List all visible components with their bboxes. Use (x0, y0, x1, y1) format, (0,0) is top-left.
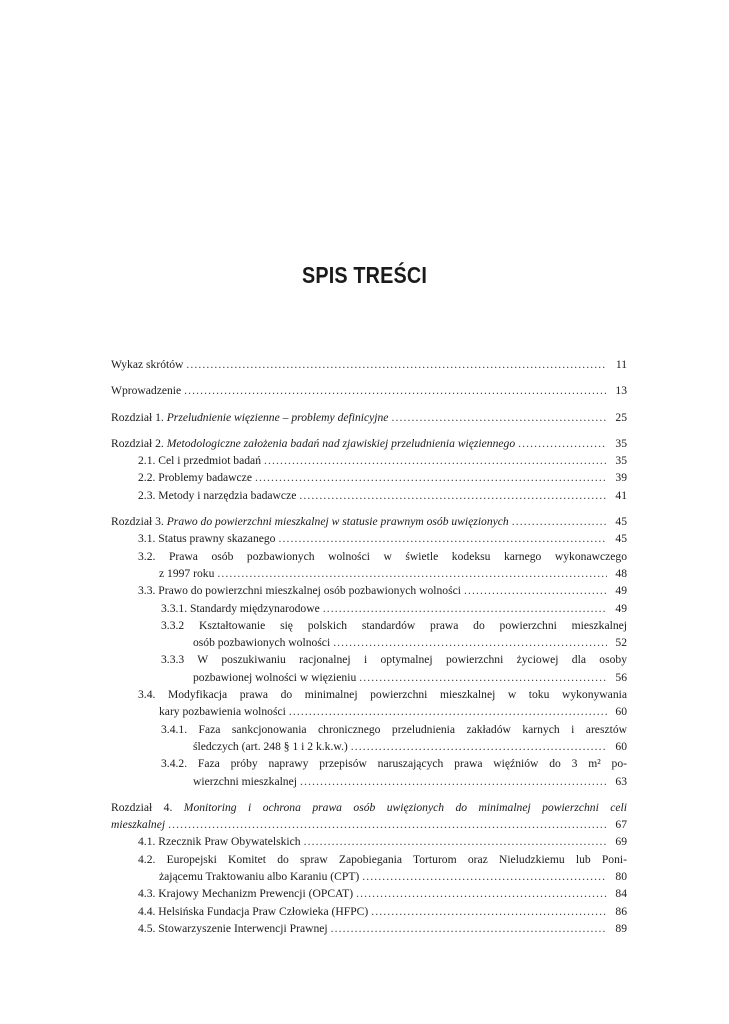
toc-page-number: 67 (615, 818, 627, 832)
toc-entry-3-4-2[interactable] (111, 773, 627, 790)
toc-entry-2-1[interactable] (111, 452, 627, 469)
chapter-prefix: Rozdział 4. (111, 800, 173, 814)
leader-dots (391, 409, 607, 426)
toc-page-number: 35 (615, 454, 627, 468)
toc-entry-3-2[interactable] (111, 565, 627, 582)
leader-dots (304, 833, 607, 850)
chapter-title-cont: mieszkalnej (111, 818, 166, 832)
toc-page-number: 49 (615, 601, 627, 615)
toc-entry-label: 3.1. Status prawny skazanego (138, 532, 276, 546)
chapter-title: Metodologiczne założenia badań nad zjawiskiej przeludnienia więziennego (166, 436, 516, 450)
toc-entry-chapter-4-line1[interactable] (111, 799, 627, 816)
toc-page-number: 49 (615, 584, 627, 598)
leader-dots (300, 773, 607, 790)
leader-dots (184, 382, 607, 399)
toc-group-chapter-3 (111, 513, 627, 790)
toc-entry-label: żającemu Traktowaniu albo Karaniu (CPT) (159, 870, 360, 884)
toc-entry-4-2[interactable] (111, 868, 627, 885)
toc-entry-3-2-line1[interactable]: 3.2. Prawa osób pozbawionych wolności w świetle kodeksu karnego wykonawczego (138, 549, 627, 563)
leader-dots (264, 452, 607, 469)
toc-entry-4-3[interactable] (111, 885, 627, 902)
toc-entry-3-4-2-line1[interactable]: 3.4.2. Faza próby naprawy przepisów naruszających prawa więźniów do 3 m² po- (161, 757, 627, 771)
chapter-title: Monitoring i ochrona prawa osób uwięzionych do minimalnej powierzchni celi (183, 800, 627, 814)
toc-page-number: 63 (615, 774, 627, 788)
leader-dots (333, 634, 607, 651)
toc-entry-3-3-3-line1[interactable]: 3.3.3 W poszukiwaniu racjonalnej i optymalnej powierzchni życiowej dla osoby (161, 653, 627, 667)
toc-entry-label: pozbawionej wolności w więzieniu (193, 670, 357, 684)
toc-page-number: 60 (615, 739, 627, 753)
table-of-contents (111, 356, 627, 937)
toc-entry-label: 3.3.1. Standardy międzynarodowe (161, 601, 320, 615)
page-title: SPIS TREŚCI (302, 262, 427, 288)
toc-entry-label: 4.3. Krajowy Mechanizm Prewencji (OPCAT) (138, 887, 354, 901)
toc-entry-chapter-2[interactable] (111, 435, 627, 452)
chapter-title: Przeludnienie więzienne – problemy definicyjne (166, 410, 389, 424)
toc-entry-3-3[interactable] (111, 582, 627, 599)
leader-dots (278, 530, 607, 547)
toc-page-number: 89 (615, 921, 627, 935)
chapter-prefix: Rozdział 1. (111, 410, 164, 424)
toc-entry-label: 2.2. Problemy badawcze (138, 471, 252, 485)
toc-entry-3-4-1-line1[interactable]: 3.4.1. Faza sankcjonowania chronicznego przeludnienia zakładów karnych i aresztów (161, 722, 627, 736)
toc-entry-3-3-2-line1[interactable]: 3.3.2 Kształtowanie się polskich standardów prawa do powierzchni mieszkalnej (161, 618, 627, 632)
toc-page-number: 86 (615, 904, 627, 918)
toc-entry-3-4-line1[interactable]: 3.4. Modyfikacja prawa do minimalnej powierzchni mieszkalnej w toku wykonywania (138, 688, 627, 702)
toc-entry-2-3[interactable] (111, 487, 627, 504)
toc-entry-3-4-1[interactable] (111, 738, 627, 755)
leader-dots (351, 738, 607, 755)
toc-entry-wprowadzenie[interactable] (111, 382, 627, 399)
toc-group-wprowadzenie (111, 382, 627, 399)
toc-entry-3-3-1[interactable] (111, 600, 627, 617)
toc-page-number: 25 (615, 410, 627, 424)
toc-entry-3-4[interactable] (111, 703, 627, 720)
toc-entry-label: 2.1. Cel i przedmiot badań (138, 454, 261, 468)
leader-dots (289, 703, 607, 720)
leader-dots (356, 885, 607, 902)
toc-page-number: 13 (615, 384, 627, 398)
leader-dots (323, 600, 607, 617)
toc-entry-chapter-3[interactable] (111, 513, 627, 530)
toc-group-wykaz (111, 356, 627, 373)
toc-page-number: 84 (615, 887, 627, 901)
toc-entry-label: 3.3. Prawo do powierzchni mieszkalnej osób pozbawionych wolności (138, 584, 461, 598)
leader-dots (186, 356, 607, 373)
toc-page-number: 11 (615, 358, 627, 371)
leader-dots (371, 903, 607, 920)
toc-page-number: 80 (615, 870, 627, 884)
chapter-prefix: Rozdział 3. (111, 515, 164, 529)
leader-dots (518, 435, 607, 452)
leader-dots (299, 487, 607, 504)
toc-page-number: 69 (615, 835, 627, 849)
toc-page-number: 56 (615, 670, 627, 684)
toc-entry-label: osób pozbawionych wolności (193, 636, 331, 650)
toc-entry-4-4[interactable] (111, 903, 627, 920)
toc-entry-4-5[interactable] (111, 920, 627, 937)
leader-dots (362, 868, 607, 885)
toc-entry-label: Wykaz skrótów (111, 358, 184, 371)
toc-entry-label: kary pozbawienia wolności (159, 705, 286, 719)
toc-entry-label: 4.4. Helsińska Fundacja Praw Człowieka (HFPC) (138, 904, 369, 918)
toc-entry-4-2-line1[interactable]: 4.2. Europejski Komitet do spraw Zapobiegania Torturom oraz Nieludzkiemu lub Poni- (138, 852, 627, 866)
toc-page-number: 41 (615, 488, 627, 502)
toc-page-number: 48 (615, 566, 627, 580)
toc-group-chapter-2 (111, 435, 627, 504)
leader-dots (217, 565, 607, 582)
leader-dots (331, 920, 607, 937)
toc-entry-label: wierzchni mieszkalnej (193, 774, 297, 788)
toc-page-number: 35 (615, 436, 627, 450)
toc-entry-label: śledczych (art. 248 § 1 i 2 k.k.w.) (193, 739, 348, 753)
toc-entry-wykaz[interactable] (111, 356, 627, 373)
toc-page-number: 45 (615, 532, 627, 546)
toc-entry-2-2[interactable] (111, 469, 627, 486)
leader-dots (255, 469, 607, 486)
toc-entry-label: Wprowadzenie (111, 384, 182, 398)
toc-page-number: 60 (615, 705, 627, 719)
toc-page-number: 39 (615, 471, 627, 485)
leader-dots (359, 669, 607, 686)
toc-entry-label: 4.1. Rzecznik Praw Obywatelskich (138, 835, 301, 849)
toc-entry-chapter-4[interactable] (111, 816, 627, 833)
leader-dots (464, 582, 607, 599)
toc-entry-label: 2.3. Metody i narzędzia badawcze (138, 488, 297, 502)
toc-entry-3-1[interactable] (111, 530, 627, 547)
toc-entry-3-3-2[interactable] (111, 634, 627, 651)
chapter-title: Prawo do powierzchni mieszkalnej w statusie prawnym osób uwięzionych (166, 515, 509, 529)
toc-page-number: 45 (615, 515, 627, 529)
toc-entry-label: z 1997 roku (159, 566, 215, 580)
leader-dots (512, 513, 607, 530)
toc-entry-chapter-1[interactable] (111, 409, 627, 426)
toc-entry-label: 4.5. Stowarzyszenie Interwencji Prawnej (138, 921, 328, 935)
toc-page-number: 52 (615, 636, 627, 650)
toc-entry-4-1[interactable] (111, 833, 627, 850)
toc-group-chapter-4 (111, 799, 627, 937)
toc-entry-3-3-3[interactable] (111, 669, 627, 686)
toc-group-chapter-1 (111, 409, 627, 426)
chapter-prefix: Rozdział 2. (111, 436, 164, 450)
leader-dots (168, 816, 607, 833)
